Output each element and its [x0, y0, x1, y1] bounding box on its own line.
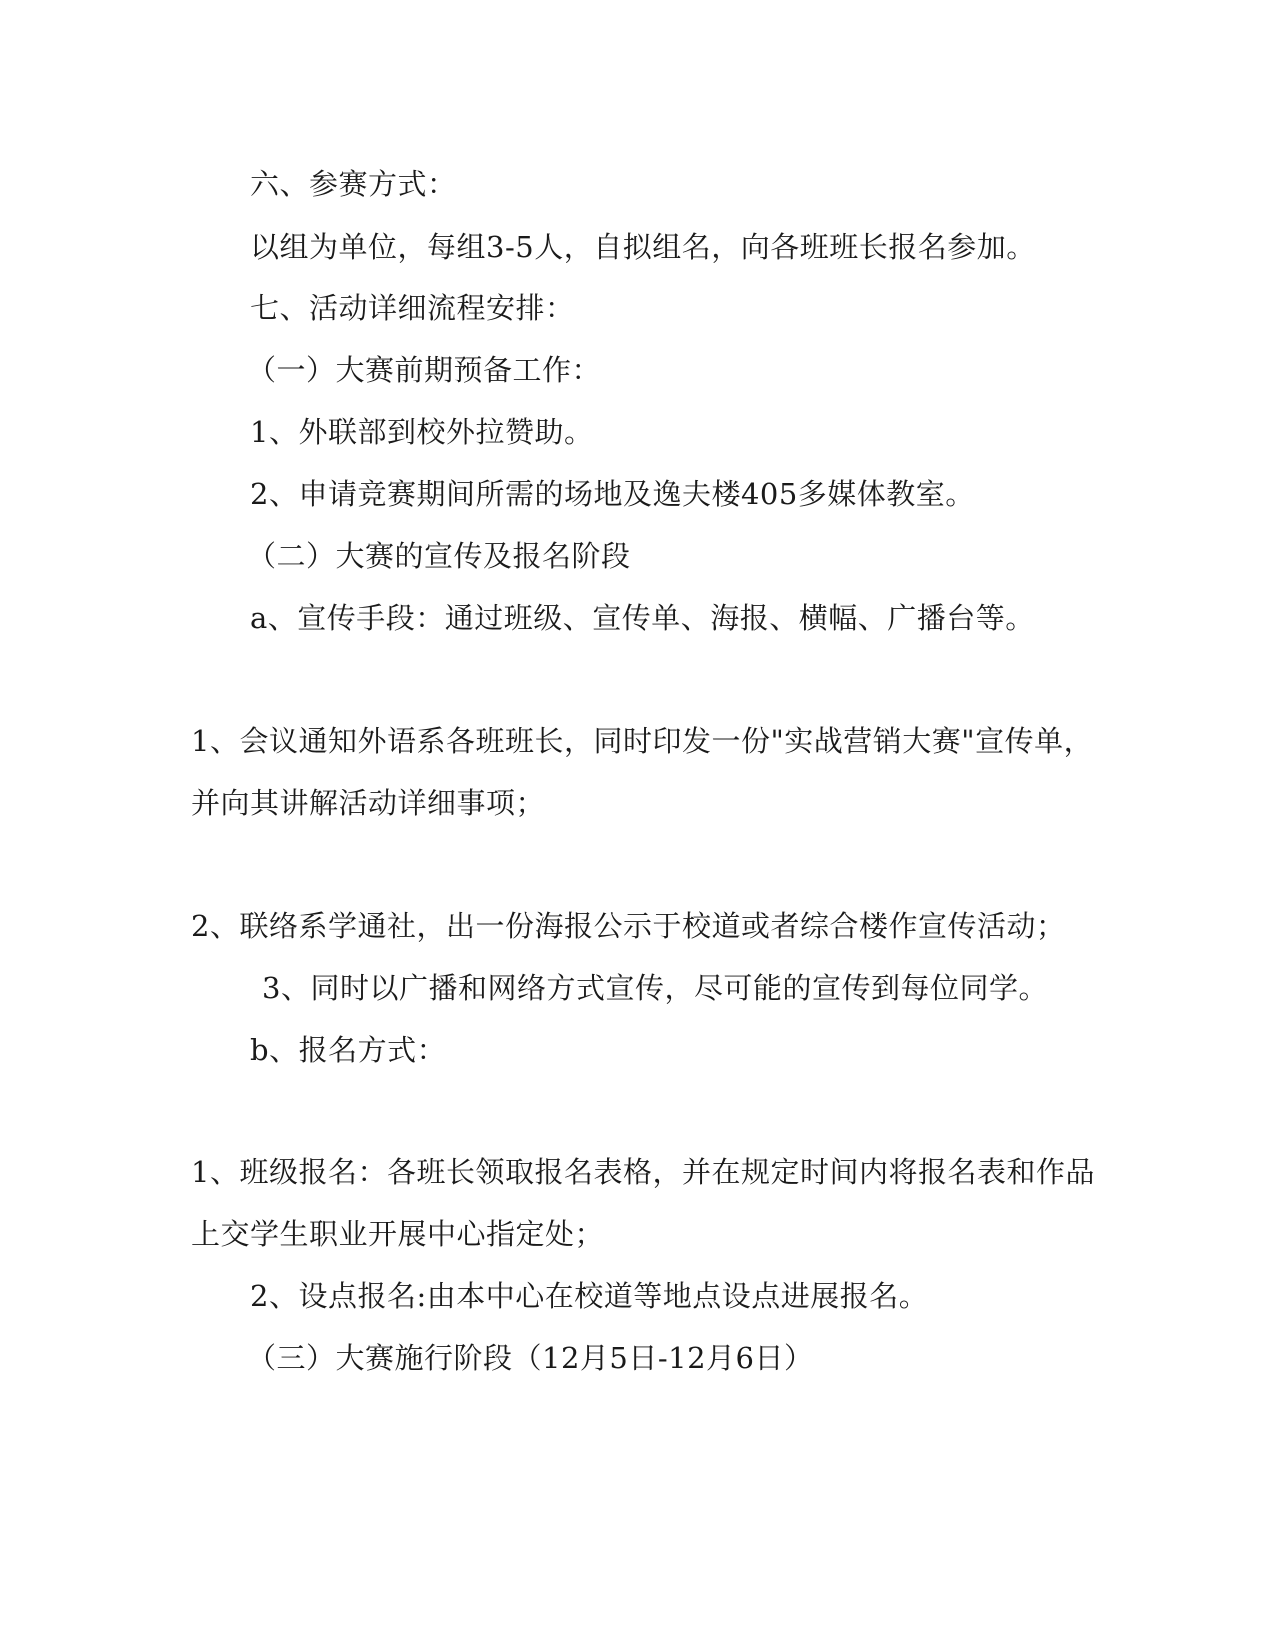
promo-methods: a、宣传手段：通过班级、宣传单、海报、横幅、广播台等。: [250, 601, 1035, 635]
subsection-one-heading: （一）大赛前期预备工作：: [247, 353, 602, 387]
registration-item-1-line1: 1、班级报名：各班长领取报名表格，并在规定时间内将报名表和作品: [191, 1155, 1095, 1189]
participation-text: 以组为单位，每组3-5人，自拟组名，向各班班长报名参加。: [250, 230, 1036, 264]
prep-item-1: 1、外联部到校外拉赞助。: [250, 415, 594, 449]
subsection-two-heading: （二）大赛的宣传及报名阶段: [247, 539, 631, 573]
promo-item-1-line1: 1、会议通知外语系各班班长，同时印发一份"实战营销大赛"宣传单，: [191, 724, 1094, 758]
registration-item-1-line2: 上交学生职业开展中心指定处；: [191, 1217, 605, 1251]
promo-item-2: 2、联络系学通社，出一份海报公示于校道或者综合楼作宣传活动；: [191, 909, 1066, 943]
prep-item-2: 2、申请竞赛期间所需的场地及逸夫楼405多媒体教室。: [250, 477, 975, 511]
promo-item-3: 3、同时以广播和网络方式宣传，尽可能的宣传到每位同学。: [262, 971, 1048, 1005]
section-seven-heading: 七、活动详细流程安排：: [250, 291, 575, 325]
registration-heading: b、报名方式：: [250, 1033, 447, 1067]
subsection-three-heading: （三）大赛施行阶段（12月5日-12月6日）: [247, 1341, 814, 1375]
registration-item-2: 2、设点报名:由本中心在校道等地点设点进展报名。: [250, 1279, 929, 1313]
promo-item-1-line2: 并向其讲解活动详细事项；: [191, 786, 546, 820]
section-six-heading: 六、参赛方式：: [250, 167, 457, 201]
